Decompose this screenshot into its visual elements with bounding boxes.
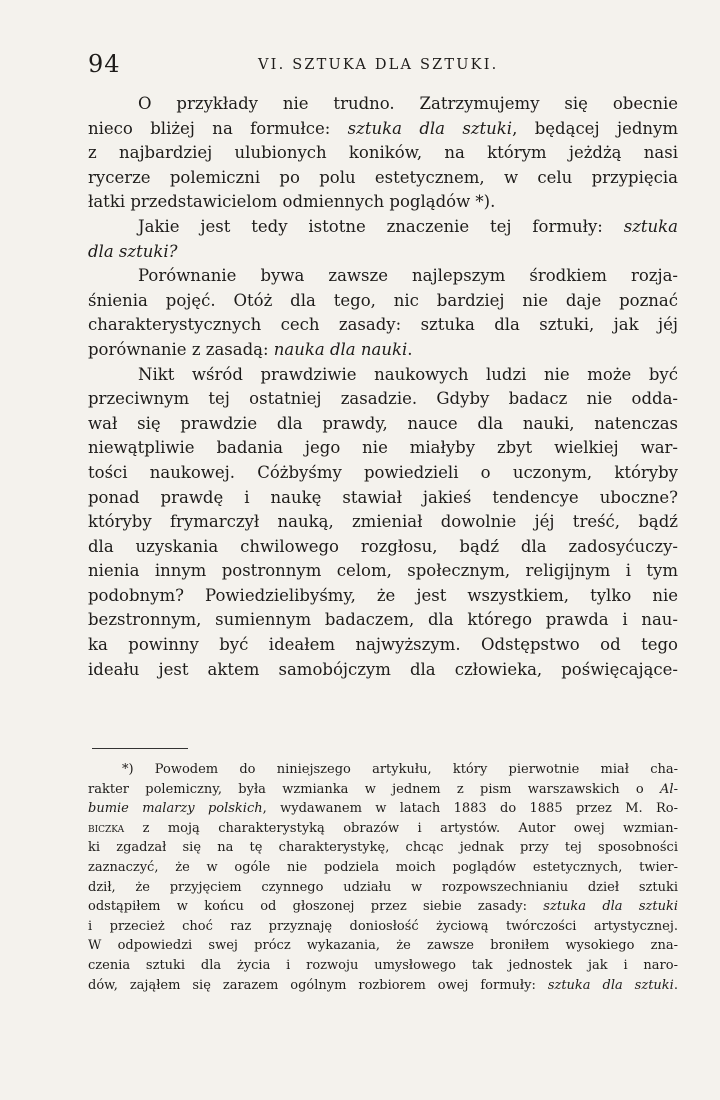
text-line: ka powinny być ideałem najwyższym. Odstępstwo od tego bbox=[88, 635, 678, 655]
text-line: Porównanie bywa zawsze najlepszym środkiem rozja- bbox=[138, 266, 678, 286]
footnote-line: biczka z moją charakterystyką obrazów i artystów. Autor owej wzmian- bbox=[88, 820, 678, 836]
text-line: dla sztuki? bbox=[88, 241, 178, 261]
footnote bbox=[88, 760, 678, 995]
text-line: łatki przedstawicielom odmiennych poglądów *). bbox=[88, 192, 496, 212]
main-text bbox=[88, 92, 678, 682]
text-line: podobnym? Powiedzielibyśmy, że jest wszystkiem, tylko nie bbox=[88, 585, 678, 605]
footnote-line: bumie malarzy polskich, wydawanem w latach 1883 do 1885 przez M. Ro- bbox=[88, 801, 678, 817]
footnote-line: W odpowiedzi swej prócz wykazania, że zawsze broniłem wysokiego zna- bbox=[88, 938, 678, 954]
text-line: niewątpliwie badania jego nie miałyby zbyt wielkiej war- bbox=[88, 438, 678, 458]
footnote-line: czenia sztuki dla życia i rozwoju umysłowego tak jednostek jak i naro- bbox=[88, 957, 678, 973]
text-line: przeciwnym tej ostatniej zasadzie. Gdyby badacz nie odda- bbox=[88, 389, 678, 409]
text-line: dla uzyskania chwilowego rozgłosu, bądź dla zadosyćuczy- bbox=[88, 536, 678, 556]
text-line: porównanie z zasadą: nauka dla nauki. bbox=[88, 339, 413, 359]
footnote-line: i przecież choć raz przyznaję doniosłość życiową twórczości artystycznej. bbox=[88, 918, 678, 934]
footnote-line: ki zgadzał się na tę charakterystykę, chcąc jednak przy tej sposobności bbox=[88, 840, 678, 856]
footnote-rule bbox=[92, 748, 188, 749]
text-line: ideału jest aktem samobójczym dla człowieka, poświęcające- bbox=[88, 659, 678, 679]
text-line: O przykłady nie trudno. Zatrzymujemy się obecnie bbox=[138, 94, 678, 113]
text-line: wał się prawdzie dla prawdy, nauce dla nauki, natenczas bbox=[88, 413, 678, 433]
page-number: 94 bbox=[88, 50, 121, 78]
footnote-line: rakter polemiczny, była wzmianka w jednem z pism warszawskich o Al- bbox=[88, 781, 678, 797]
text-line: rycerze polemiczni po polu estetycznem, w celu przypięcia bbox=[88, 167, 678, 187]
running-head: VI. SZTUKA DLA SZTUKI. bbox=[258, 57, 499, 73]
text-line: nienia innym postronnym celom, społecznym, religijnym i tym bbox=[88, 561, 678, 581]
text-line: któryby frymarczył nauką, zmieniał dowolnie jéj treść, bądź bbox=[88, 512, 678, 532]
footnote-line: dów, zająłem się zarazem ogólnym rozbiorem owej formuły: sztuka dla sztuki. bbox=[88, 977, 678, 993]
text-line: charakterystycznych cech zasady: sztuka dla sztuki, jak jéj bbox=[88, 315, 678, 335]
text-line: Nikt wśród prawdziwie naukowych ludzi nie może być bbox=[138, 364, 678, 384]
page-header bbox=[88, 50, 678, 84]
footnote-line: zaznaczyć, że w ogóle nie podziela moich poglądów estetycznych, twier- bbox=[88, 859, 678, 875]
text-line: Jakie jest tedy istotne znaczenie tej formuły: sztuka bbox=[138, 216, 678, 236]
footnote-line: dził, że przyjęciem czynnego udziału w rozpowszechnianiu dzieł sztuki bbox=[88, 879, 678, 895]
text-line: bezstronnym, sumiennym badaczem, dla którego prawda i nau- bbox=[88, 610, 678, 630]
text-line: nieco bliżej na formułce: sztuka dla sztuki, będącej jednym bbox=[88, 118, 678, 138]
text-line: tości naukowej. Cóżbyśmy powiedzieli o uczonym, któryby bbox=[88, 462, 678, 482]
text-line: z najbardziej ulubionych koników, na którym jeżdżą nasi bbox=[88, 143, 678, 163]
text-line: śnienia pojęć. Otóż dla tego, nic bardziej nie daje poznać bbox=[88, 290, 678, 310]
footnote-line: odstąpiłem w końcu od głoszonej przez siebie zasady: sztuka dla sztuki bbox=[88, 899, 678, 915]
footnote-line: *) Powodem do niniejszego artykułu, który pierwotnie miał cha- bbox=[122, 762, 678, 777]
text-line: ponad prawdę i naukę stawiał jakieś tendencye uboczne? bbox=[88, 487, 678, 507]
